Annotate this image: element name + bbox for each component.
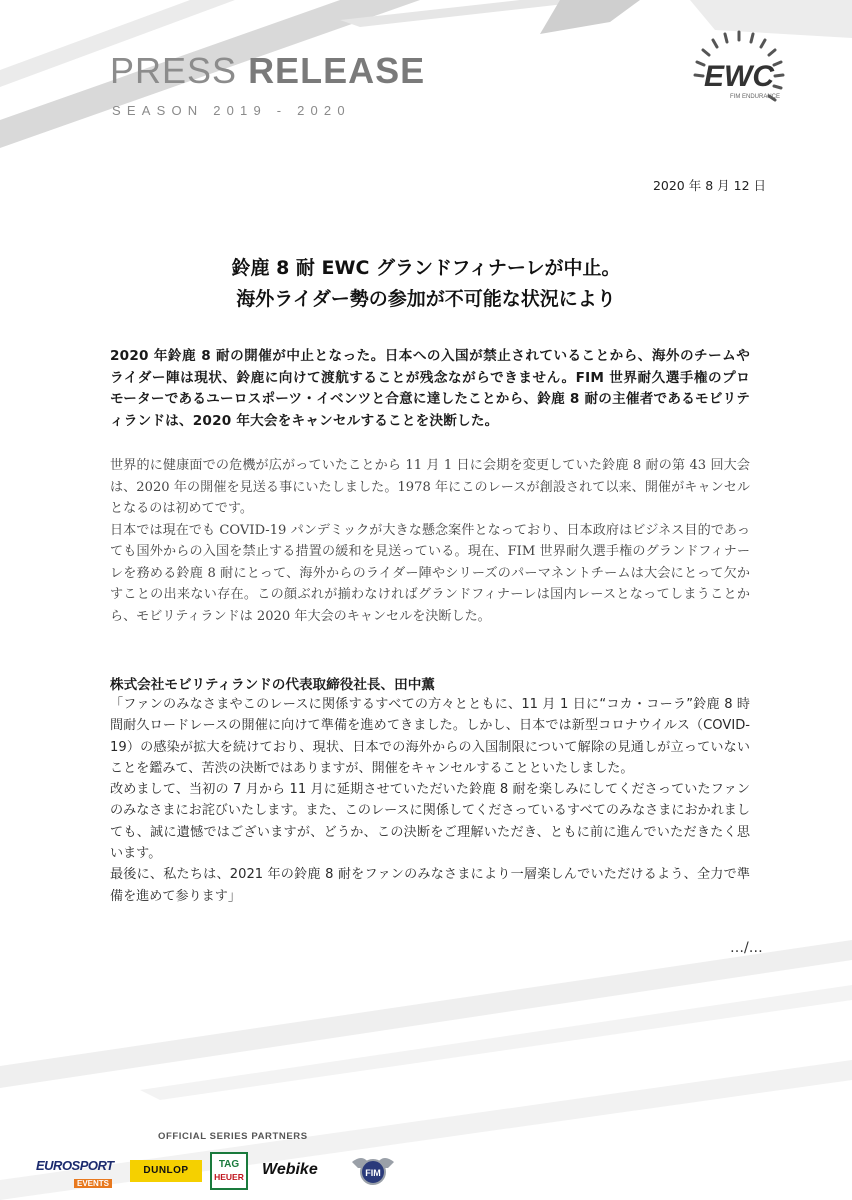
headline-line-2: 海外ライダー勢の参加が不可能な状況により [236,288,616,310]
eurosport-events-text: EVENTS [74,1179,112,1188]
tag-heuer-logo [210,1152,248,1190]
headline-line-1: 鈴鹿 8 耐 EWC グランドフィナーレが中止。 [231,257,621,279]
fim-text: FIM [365,1168,381,1178]
season-label: SEASON 2019 - 2020 [112,103,351,118]
quote-text [110,694,750,907]
logo-text: EWC [704,60,774,93]
webike-logo: Webike [262,1161,318,1178]
press-release-title [110,50,425,92]
body-paragraph-2: 日本では現在でも COVID-19 パンデミックが大きな懸念案件となっており、日本政府はビジネス目的であっても国外からの入国を禁止する措置の緩和を見送っている。現在、FIM 世界耐久選手権のグランドフィナーレを務める鈴鹿 8 耐にとって、海外からのライダー陣やシリーズのパーマネントチームは大会にとって欠かすことの出来ない存在。この顔ぶれが揃わなければグランドフィナーレは国内レースとなってしまうことから、モビリティランドは 2020 年大会のキャンセルを決断した。 [110,522,750,624]
quote-paragraph-3: 最後に、私たちは、2021 年の鈴鹿 8 耐をファンのみなさまにより一層楽しんでいただけるよう、全力で準備を進めて参ります」 [110,867,750,904]
heuer-text: HEUER [214,1172,244,1182]
release-word: RELEASE [248,50,426,91]
ewc-logo [683,24,795,120]
release-date: 2020 年 8 月 12 日 [652,178,766,193]
eurosport-text: EUROSPORT [36,1158,114,1173]
headline [0,253,852,315]
body-paragraph-1: 世界的に健康面での危機が広がっていたことから 11 月 1 日に会期を変更していた鈴鹿 8 耐の第 43 回大会は、2020 年の開催を見送る事にいたしました。1978 年にこのレースが創設されて以来、開催がキャンセルとなるのは初めてです。 [110,458,750,516]
body-text [110,455,750,627]
press-word: PRESS [110,50,238,91]
fim-logo [350,1148,396,1190]
dunlop-logo: DUNLOP [130,1160,202,1182]
partners-label: OFFICIAL SERIES PARTNERS [158,1131,308,1142]
lead-paragraph: 2020 年鈴鹿 8 耐の開催が中止となった。日本への入国が禁止されていることから、海外のチームやライダー陣は現状、鈴鹿に向けて渡航することが残念ながらできません。FIM 世界耐久選手権のプロモーターであるユーロスポーツ・イベンツと合意に達したことから、鈴鹿 8 耐の主催者であるモビリティランドは、2020 年大会をキャンセルすることを決断した。 [110,348,750,429]
tag-text: TAG [218,1159,240,1170]
eurosport-events-logo [36,1158,122,1188]
logo-subtext: FIM ENDURANCE [729,94,781,100]
quote-paragraph-2: 改めまして、当初の 7 月から 11 月に延期させていただいた鈴鹿 8 耐を楽しみにしてくださっていたファンのみなさまにお詫びいたします。また、このレースに関係してくださっているすべてのみなさまにおかれましても、誠に遺憾ではございますが、どうか、この決断をご理解いただき、ともに前に進んでいただきたく思います。 [110,782,750,862]
continued-marker: …/… [730,940,763,956]
quote-heading: 株式会社モビリティランドの代表取締役社長、田中薫 [110,677,435,693]
quote-paragraph-1: 「ファンのみなさまやこのレースに関係するすべての方々とともに、11 月 1 日に“コカ・コーラ”鈴鹿 8 時間耐久ロードレースの開催に向けて準備を進めてきました。しかし、日本では新型コロナウイルス（COVID-19）の感染が拡大を続けており、現状、日本での海外からの入国制限について解除の見通しが立っていないことを鑑みて、苦渋の決断ではありますが、開催をキャンセルすることといたしました。 [110,697,750,776]
